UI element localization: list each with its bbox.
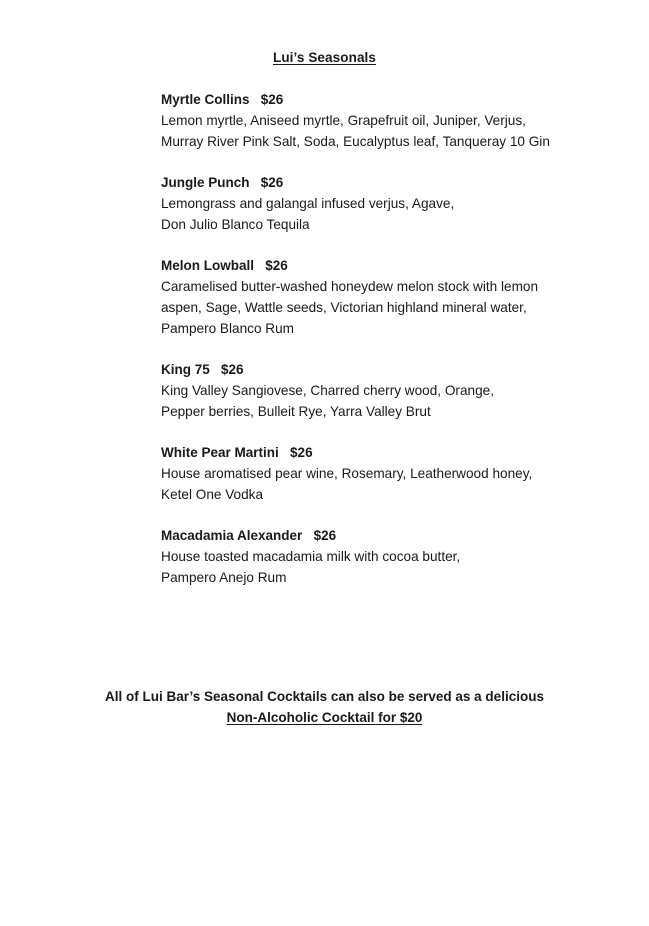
cocktail-price: $26 bbox=[313, 528, 337, 543]
cocktail-description-line: Pampero Blanco Rum bbox=[161, 321, 294, 336]
cocktail-heading bbox=[161, 172, 591, 193]
footer-note-line-2 bbox=[0, 707, 649, 728]
cocktail-description-line: Caramelised butter-washed honeydew melon stock with lemon bbox=[161, 279, 539, 294]
cocktail-description-line: Pampero Anejo Rum bbox=[161, 570, 287, 585]
cocktail-item bbox=[161, 359, 591, 422]
cocktail-price: $26 bbox=[260, 92, 284, 107]
cocktail-price: $26 bbox=[260, 175, 284, 190]
cocktail-name: Myrtle Collins bbox=[161, 92, 250, 107]
cocktail-heading bbox=[161, 255, 591, 276]
cocktail-description-line: Pepper berries, Bulleit Rye, Yarra Valley Brut bbox=[161, 404, 431, 419]
cocktail-name: Jungle Punch bbox=[161, 175, 250, 190]
cocktail-item bbox=[161, 89, 591, 152]
cocktail-description-line: House toasted macadamia milk with cocoa butter, bbox=[161, 549, 461, 564]
cocktail-item bbox=[161, 172, 591, 235]
cocktail-price: $26 bbox=[265, 258, 288, 273]
cocktail-item bbox=[161, 525, 591, 588]
cocktail-heading bbox=[161, 89, 591, 110]
cocktail-description-line: aspen, Sage, Wattle seeds, Victorian highland mineral water, bbox=[161, 300, 527, 315]
footer-note-line-2-text: Non-Alcoholic Cocktail for $20 bbox=[226, 710, 423, 725]
cocktail-name: King 75 bbox=[161, 362, 210, 377]
cocktail-description-line: Murray River Pink Salt, Soda, Eucalyptus leaf, Tanqueray 10 Gin bbox=[161, 134, 550, 149]
footer-note bbox=[0, 686, 649, 728]
cocktail-name: White Pear Martini bbox=[161, 445, 279, 460]
page-title-text: Lui’s Seasonals bbox=[272, 50, 377, 65]
cocktail-item bbox=[161, 442, 591, 505]
cocktail-description-line: Lemongrass and galangal infused verjus, Agave, bbox=[161, 196, 455, 211]
cocktail-heading bbox=[161, 442, 591, 463]
cocktail-price: $26 bbox=[221, 362, 244, 377]
cocktail-list bbox=[161, 89, 591, 588]
cocktail-price: $26 bbox=[290, 445, 313, 460]
cocktail-name: Macadamia Alexander bbox=[161, 528, 303, 543]
cocktail-item bbox=[161, 255, 591, 339]
cocktail-name: Melon Lowball bbox=[161, 258, 254, 273]
cocktail-description-line: Don Julio Blanco Tequila bbox=[161, 217, 310, 232]
cocktail-description-line: House aromatised pear wine, Rosemary, Leatherwood honey, bbox=[161, 466, 533, 481]
cocktail-description-line: Lemon myrtle, Aniseed myrtle, Grapefruit oil, Juniper, Verjus, bbox=[161, 113, 526, 128]
cocktail-heading bbox=[161, 525, 591, 546]
footer-note-line-1: All of Lui Bar’s Seasonal Cocktails can also be served as a delicious bbox=[105, 689, 544, 704]
cocktail-heading bbox=[161, 359, 591, 380]
cocktail-description-line: Ketel One Vodka bbox=[161, 487, 264, 502]
page-title bbox=[0, 50, 649, 65]
cocktail-description-line: King Valley Sangiovese, Charred cherry wood, Orange, bbox=[161, 383, 494, 398]
